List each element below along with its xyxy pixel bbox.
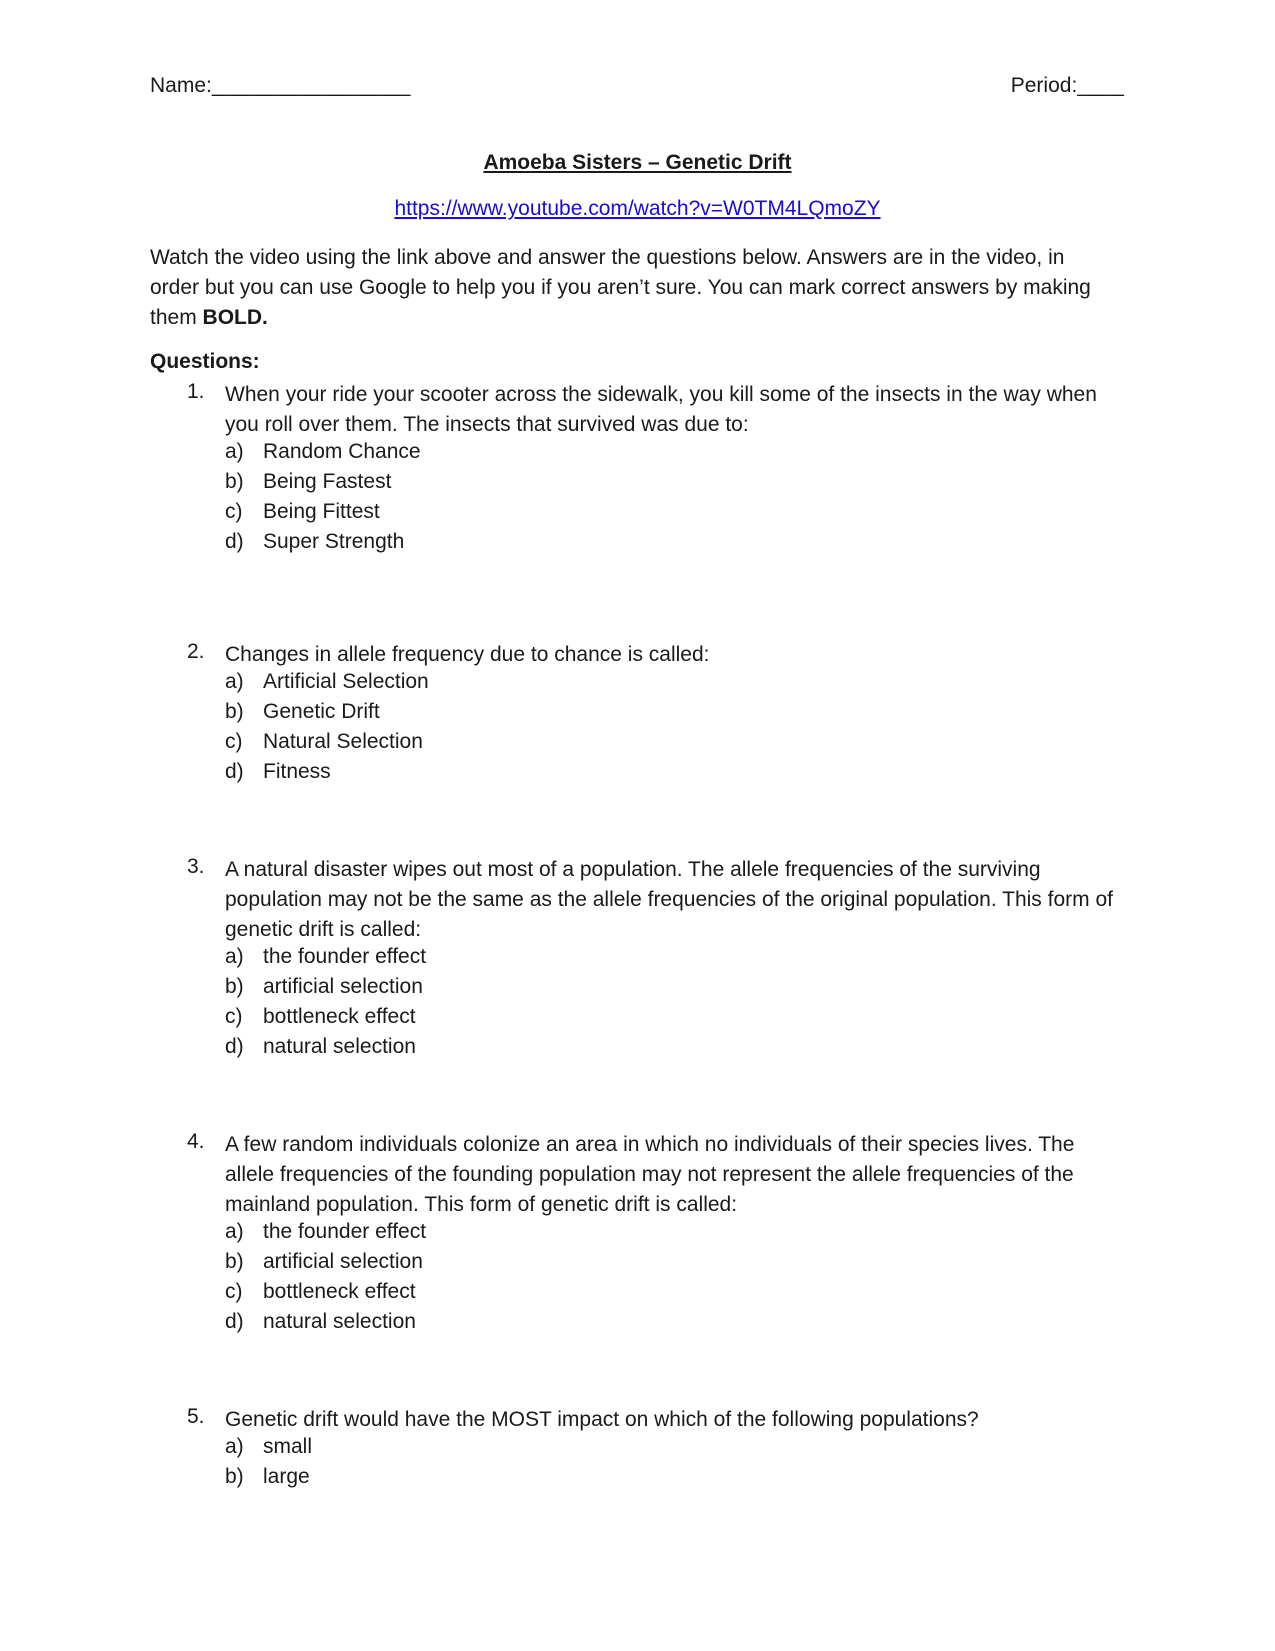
option-label: natural selection (263, 1035, 416, 1058)
instructions-bold-word: BOLD. (202, 306, 268, 329)
question-text: A few random individuals colonize an area in which no individuals of their species lives. The allele frequencies of the founding population may not represent the allele frequencies of the mainland population. This form of genetic drift is called: (225, 1133, 1075, 1216)
page-title: Amoeba Sisters – Genetic Drift (483, 151, 792, 174)
option-label: artificial selection (263, 975, 423, 998)
option-letter: b) (225, 700, 244, 723)
question-text: A natural disaster wipes out most of a population. The allele frequencies of the surviving population may not be the same as the allele frequencies of the original population. This form of genetic drift is called: (225, 858, 1113, 941)
option-letter: d) (225, 1310, 244, 1333)
question-text: Genetic drift would have the MOST impact on which of the following populations? (225, 1408, 979, 1431)
option-letter: a) (225, 945, 244, 968)
question-text: Changes in allele frequency due to chance is called: (225, 643, 710, 666)
option-label: Natural Selection (263, 730, 423, 753)
question-number: 2. (187, 640, 205, 663)
option-label: bottleneck effect (263, 1280, 416, 1303)
option-letter: a) (225, 1435, 244, 1458)
instructions-text: Watch the video using the link above and answer the questions below. Answers are in the video, in order but you can use Google to help you if you aren’t sure. You can mark correct answers by making them (150, 246, 1091, 329)
question-number: 5. (187, 1405, 205, 1428)
option-letter: b) (225, 1465, 244, 1488)
option-label: natural selection (263, 1310, 416, 1333)
question-number: 4. (187, 1130, 205, 1153)
option-letter: c) (225, 500, 243, 523)
option-letter: b) (225, 975, 244, 998)
option-letter: b) (225, 1250, 244, 1273)
option-letter: d) (225, 1035, 244, 1058)
question-text: When your ride your scooter across the sidewalk, you kill some of the insects in the way when you roll over them. The insects that survived was due to: (225, 383, 1097, 436)
option-label: the founder effect (263, 945, 427, 968)
question-number: 1. (187, 380, 205, 403)
period-field-label: Period:____ (1010, 74, 1124, 97)
instructions-paragraph (150, 243, 1110, 333)
option-letter: a) (225, 1220, 244, 1243)
option-label: Being Fastest (263, 470, 392, 493)
option-letter: c) (225, 1280, 243, 1303)
option-letter: c) (225, 730, 243, 753)
option-label: Fitness (263, 760, 331, 783)
option-label: bottleneck effect (263, 1005, 416, 1028)
questions-heading: Questions: (150, 350, 260, 373)
option-label: large (263, 1465, 310, 1488)
option-letter: d) (225, 760, 244, 783)
video-link[interactable]: https://www.youtube.com/watch?v=W0TM4LQmoZY (394, 197, 881, 220)
option-label: artificial selection (263, 1250, 423, 1273)
option-letter: c) (225, 1005, 243, 1028)
question-number: 3. (187, 855, 205, 878)
option-letter: b) (225, 470, 244, 493)
option-letter: a) (225, 670, 244, 693)
option-letter: d) (225, 530, 244, 553)
option-label: the founder effect (263, 1220, 427, 1243)
option-letter: a) (225, 440, 244, 463)
option-label: small (263, 1435, 313, 1458)
option-label: Artificial Selection (263, 670, 429, 693)
option-label: Being Fittest (263, 500, 380, 523)
option-label: Super Strength (263, 530, 405, 553)
option-label: Genetic Drift (263, 700, 380, 723)
name-field-label: Name:_________________ (150, 74, 411, 97)
option-label: Random Chance (263, 440, 421, 463)
